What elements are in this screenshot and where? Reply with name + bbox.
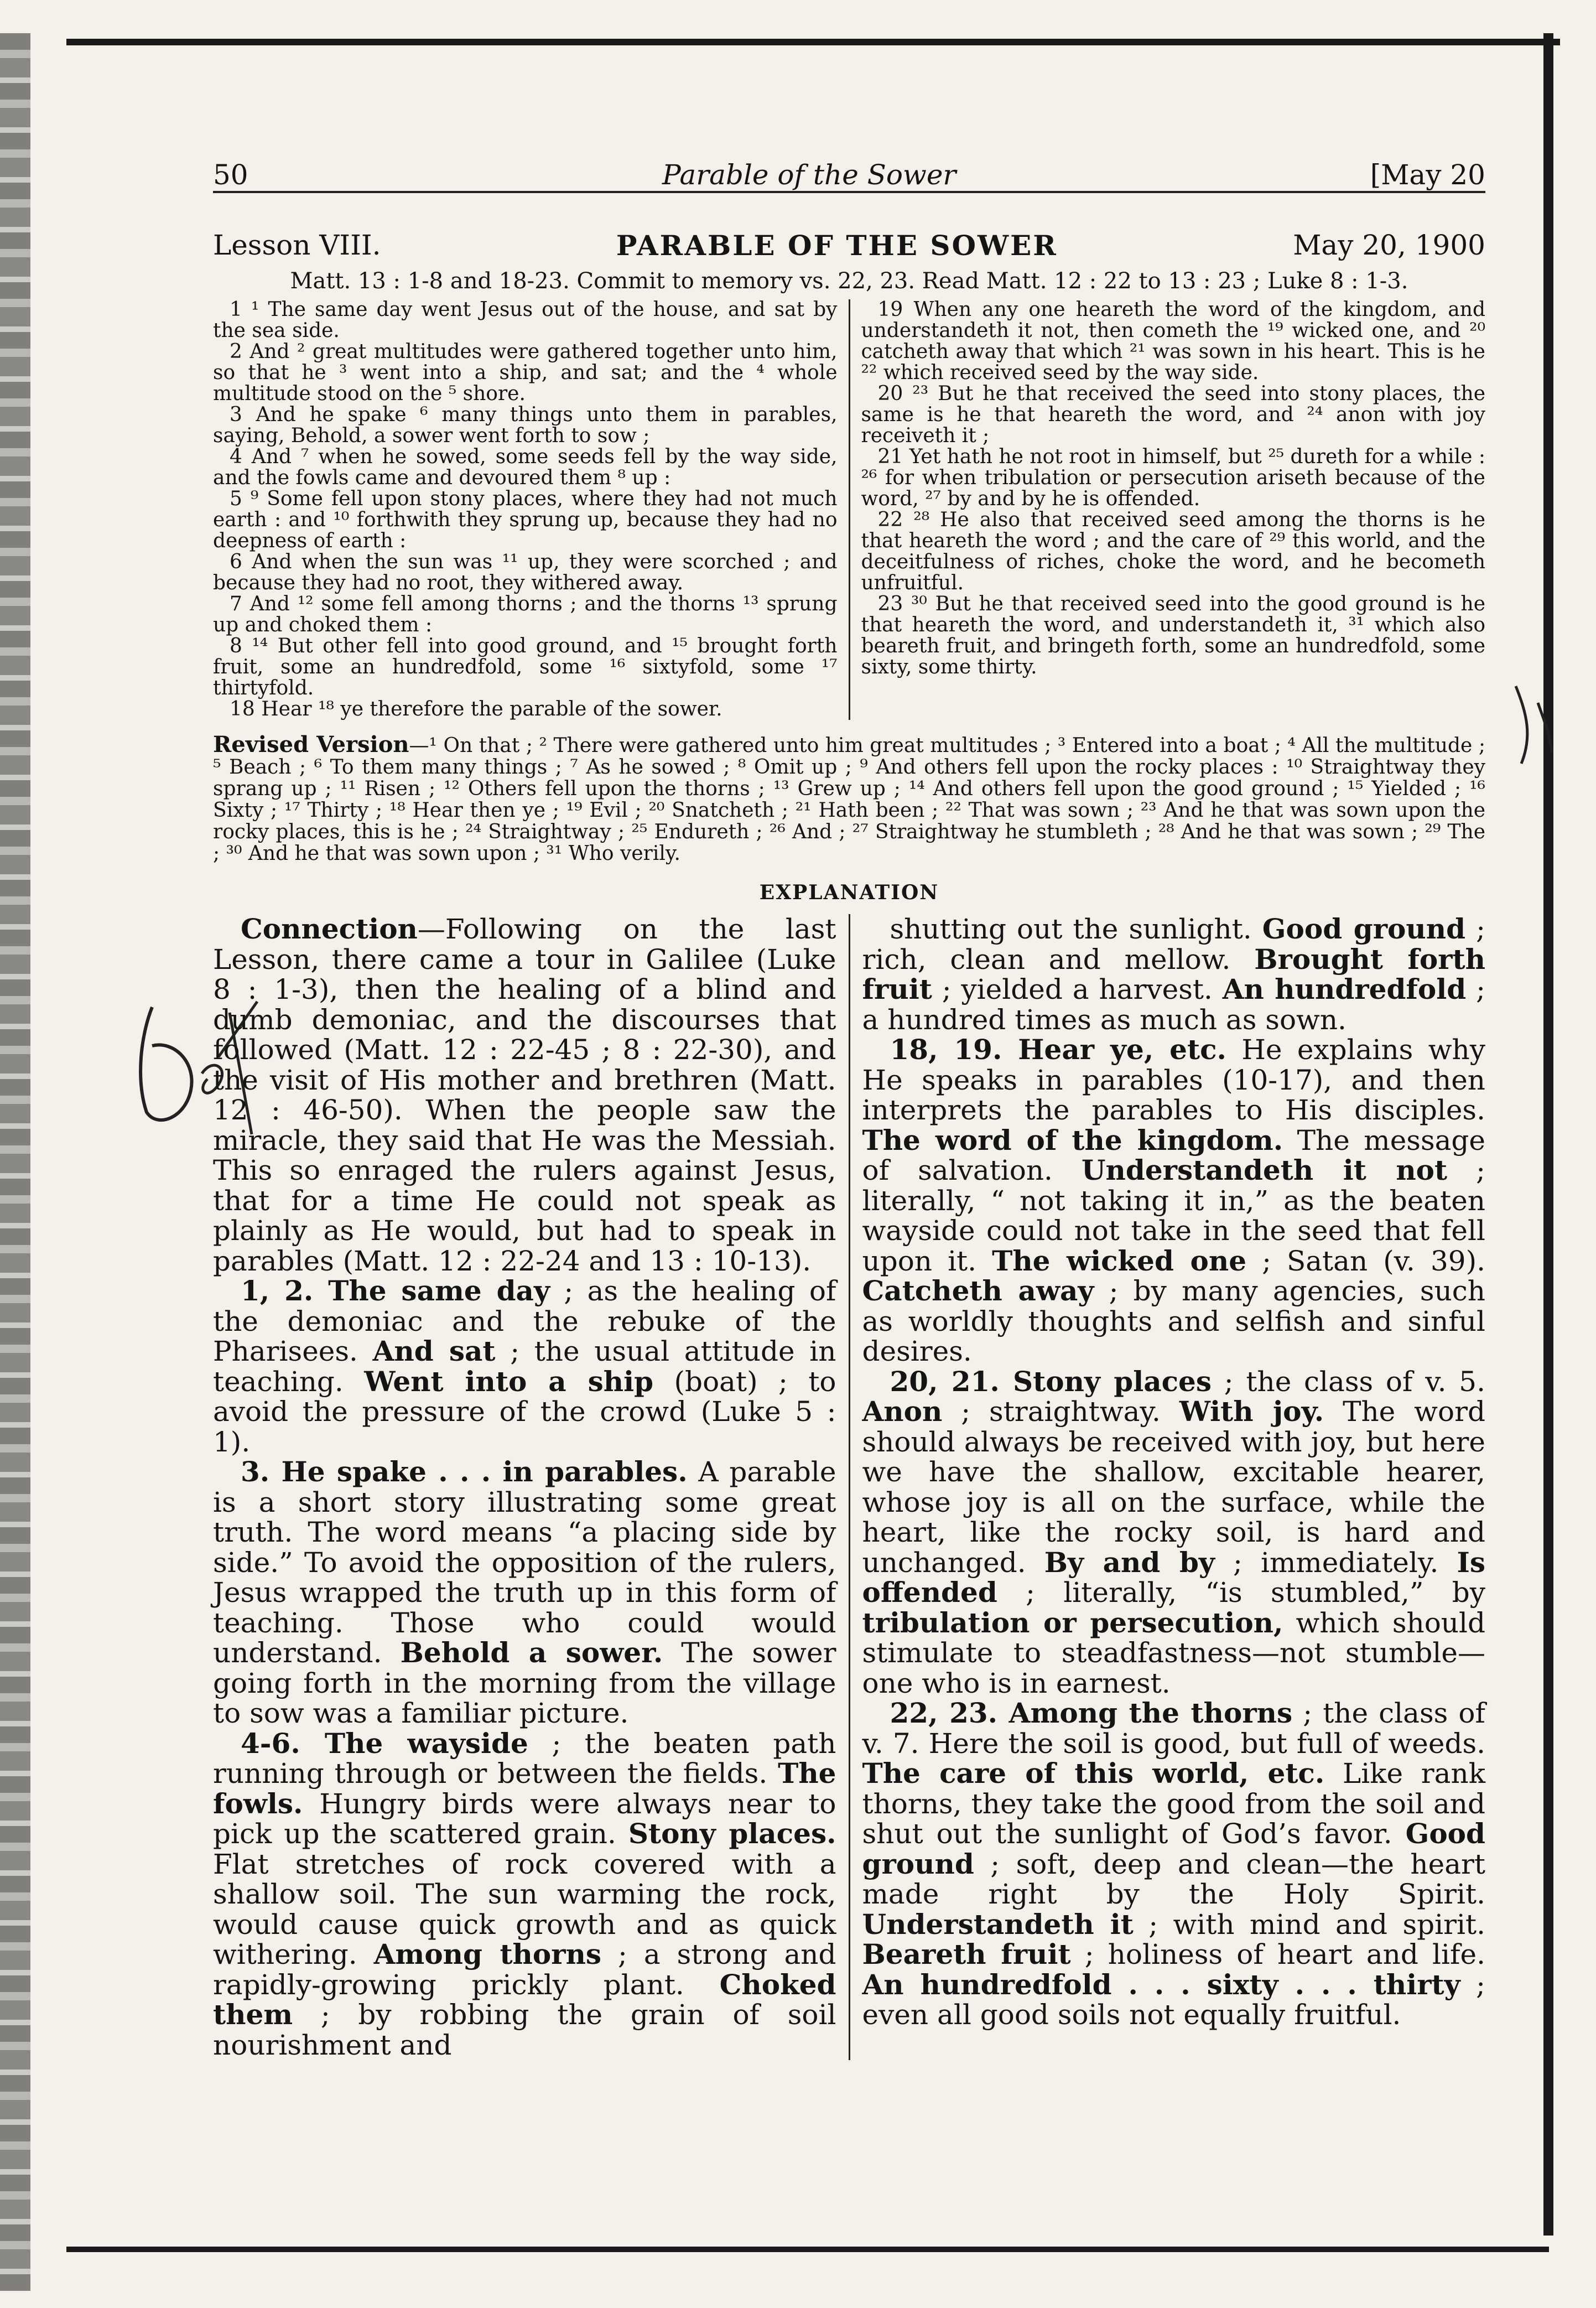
explanation-term: Beareth fruit (862, 1938, 1071, 1970)
scripture-text (213, 299, 1485, 720)
explanation-text: Like rank thorns, they take the good from the soil and shut out the sunlight of God’s favor. (862, 1757, 1485, 1850)
explanation-text: ; a hundred times as much as sown. (862, 973, 1485, 1036)
explanation-term: 22, 23. Among the thorns (890, 1697, 1293, 1729)
explanation-term: Good ground (862, 1817, 1485, 1880)
explanation-term: 3. He spake . . . in parables. (241, 1455, 688, 1488)
verse: 18 Hear ¹⁸ ye therefore the parable of the sower. (230, 698, 722, 720)
lesson-heading (213, 229, 1485, 262)
explanation-paragraph (862, 1698, 1486, 2030)
explanation-term: The care of this world, etc. (862, 1757, 1325, 1790)
explanation-term: Among thorns (373, 1938, 602, 1970)
verse: 21 Yet hath he not root in himself, but ²⁵ dureth for a while : ²⁶ for when tribulation or persecution ariseth because of the word, ²⁷ by and by he is offended. (861, 445, 1485, 510)
explanation-text: ; holiness of heart and life. (1070, 1938, 1485, 1970)
explanation-text: The word should always be received with joy, but here we have the shallow, excitable hearer, whose joy is all on the surface, while the heart, like the rocky soil, is hard and unchanged. (862, 1396, 1485, 1579)
explanation-paragraph (862, 1367, 1486, 1699)
explanation-paragraph (213, 1726, 836, 2061)
explanation-text: ; by many agencies, such as worldly thoughts and selfish and sinful desires. (862, 1275, 1485, 1367)
explanation-text: ; literally, “is stumbled,” by (997, 1576, 1485, 1609)
explanation-term: Understandeth it not (1081, 1154, 1448, 1186)
lesson-number: Lesson VIII. (213, 229, 381, 261)
explanation-term: Behold a sower. (400, 1636, 663, 1669)
verse: 2 And ² great multitudes were gathered together unto him, so that he ³ went into a ship, and sat; and the ⁴ whole multitude stood on the ⁵ shore. (213, 340, 838, 405)
explanation-term: An hundredfold (1222, 973, 1467, 1005)
scripture-column-right (850, 299, 1486, 720)
explanation-term: 18, 19. Hear ye, etc. (890, 1033, 1226, 1066)
explanation-text: ; immediately. (1214, 1546, 1457, 1579)
verse: 3 And he spake ⁶ many things unto them in parables, saying, Behold, a sower went forth to sow ; (213, 403, 838, 447)
scan-border-bottom (66, 2247, 1549, 2252)
explanation-term: Connection (241, 912, 418, 945)
running-header (213, 141, 1485, 193)
explanation-paragraph (862, 1035, 1486, 1367)
verse: 23 ³⁰ But he that received seed into the good ground is he that heareth the word, and understandeth it, ³¹ which also beareth fruit, and bringeth forth, some an hundredfold, some sixty, some thirty. (861, 593, 1485, 678)
explanation-term: And sat (372, 1335, 496, 1367)
explanation-term: Stony places. (628, 1817, 836, 1850)
verse: 19 When any one heareth the word of the kingdom, and understandeth it not, then cometh the ¹⁹ wicked one, and ²⁰ catcheth away that which ²¹ was sown in his heart. This is he ²² which received seed by the way side. (861, 298, 1485, 384)
explanation-paragraph (213, 1457, 836, 1729)
explanation-text: ; rich, clean and mellow. (862, 913, 1486, 976)
explanation-text: which should stimulate to steadfastness—not stumble—one who is in earnest. (862, 1606, 1485, 1699)
explanation-text: ; straightway. (942, 1396, 1179, 1428)
scripture-references: Matt. 13 : 1-8 and 18-23. Commit to memory vs. 22, 23. Read Matt. 12 : 22 to 13 : 23 ; Luke 8 : 1-3. (290, 268, 1408, 294)
explanation-paragraph (862, 914, 1486, 1035)
explanation-text: The sower going forth in the morning from the village to sow was a familiar picture. (213, 1637, 836, 1729)
explanation-text: ; yielded a harvest. (932, 973, 1223, 1005)
explanation-term: The word of the kingdom. (862, 1123, 1283, 1156)
explanation-term: Brought forth fruit (862, 942, 1485, 1005)
verse: 5 ⁹ Some fell upon stony places, where they had not much earth : and ¹⁰ forthwith they sprung up, because they had no deepness of earth : (213, 487, 838, 552)
explanation-column-right (850, 914, 1486, 2060)
handwritten-margin-mark-right (1505, 681, 1555, 769)
scripture-column-left (213, 299, 850, 720)
explanation-term: tribulation or persecution, (862, 1606, 1283, 1639)
explanation-text: ; the usual attitude in teaching. (213, 1335, 836, 1398)
explanation-term: Anon (862, 1395, 943, 1428)
running-title: Parable of the Sower (662, 159, 956, 191)
explanation-text: —Following on the last Lesson, there came a tour in Galilee (Luke 8 : 1-3), then the healing of a blind and dumb demoniac, and the discourses that followed (Matt. 12 : 22-45 ; 8 : 22-30), and the visit of His mother and brethren (Matt. 12 : 46-50). When the people saw the miracle, they said that He was the Messiah. This so enraged the rulers against Jesus, that for a time He could not speak as plainly as He would, but had to speak in parables (Matt. 12 : 22-24 and 13 : 10-13). (213, 913, 836, 1277)
revised-version-notes (213, 734, 1485, 864)
explanation-term: 1, 2. The same day (241, 1274, 550, 1307)
explanation-term: With joy. (1179, 1395, 1324, 1428)
explanation-text: ; the class of v. 7. Here the soil is good, but full of weeds. (862, 1697, 1485, 1760)
verse: 22 ²⁸ He also that received seed among the thorns is he that heareth the word ; and the care of ²⁹ this world, and the deceitfulness of riches, choke the word, and he becometh unfruitful. (861, 509, 1485, 594)
explanation-text: ; Satan (v. 39). (1246, 1244, 1485, 1277)
revised-version-text: —¹ On that ; ² There were gathered unto him great multitudes ; ³ Entered into a boat ; ⁴ All the multitude ; ⁵ Beach ; ⁶ To them many things ; ⁷ As he sowed ; ⁸ Omit up ; ⁹ And others fell upon the rocky places : ¹⁰ Straightway they sprang up ; ¹¹ Risen ; ¹² Others fell upon the thorns ; ¹³ Grew up ; ¹⁴ And others fell upon the good ground ; ¹⁵ Yielded ; ¹⁶ Sixty ; ¹⁷ Thirty ; ¹⁸ Hear then ye ; ¹⁹ Evil ; ²⁰ Snatcheth ; ²¹ Hath been ; ²² That was sown ; ²³ And he that was sown upon the rocky places, this is he ; ²⁴ Straightway ; ²⁵ Endureth ; ²⁶ And ; ²⁷ Straightway he stumbleth ; ²⁸ And he that was sown ; ²⁹ The ; ³⁰ And he that was sown upon ; ³¹ Who verily. (213, 734, 1485, 865)
explanation-text: ; by robbing the grain of soil nourishment and (213, 1999, 836, 2061)
verse: 8 ¹⁴ But other fell into good ground, and ¹⁵ brought forth fruit, some an hundredfold, some ¹⁶ sixtyfold, some ¹⁷ thirtyfold. (213, 635, 838, 699)
verse: 7 And ¹² some fell among thorns ; and the thorns ¹³ sprung up and choked them : (213, 593, 838, 636)
verse: 20 ²³ But he that received the seed into stony places, the same is he that heareth the word, and ²⁴ anon with joy receiveth it ; (861, 382, 1485, 447)
explanation-term: 4-6. The wayside (241, 1726, 528, 1760)
lesson-date: May 20, 1900 (1293, 229, 1485, 261)
explanation-term: The fowls. (213, 1757, 836, 1820)
explanation-text: A parable is a short story illustrating some great truth. The word means “a placing side by side.” To avoid the opposition of the rulers, Jesus wrapped the truth up in this form of teaching. Those who could would understand. (213, 1456, 836, 1669)
explanation-term: 20, 21. Stony places (890, 1365, 1212, 1398)
explanation-term: Choked them (213, 1968, 836, 2031)
page-number: 50 (213, 159, 248, 191)
explanation-term: An hundredfold . . . sixty . . . thirty (862, 1968, 1460, 2001)
running-date: [May 20 (1370, 159, 1485, 191)
explanation-term: Understandeth it (862, 1907, 1134, 1941)
explanation-text: ; the class of v. 5. (1212, 1365, 1485, 1398)
verse: 4 And ⁷ when he sowed, some seeds fell by the way side, and the fowls came and devoured them ⁸ up : (213, 445, 838, 489)
explanation-text: Hungry birds were always near to pick up the scattered grain. (213, 1787, 836, 1850)
explanation-text: ; a strong and rapidly-growing prickly plant. (213, 1938, 836, 2001)
explanation-text: ; literally, “ not taking it in,” as the beaten wayside could not take in the seed that fell upon it. (862, 1154, 1485, 1277)
explanation-text: ; even all good soils not equally fruitful. (862, 1968, 1485, 2031)
explanation-term: Good ground (1262, 912, 1466, 945)
explanation-text: The message of salvation. (862, 1124, 1486, 1186)
explanation-text: ; as the healing of the demoniac and the rebuke of the Pharisees. (213, 1275, 836, 1367)
revised-version-label: Revised Version (213, 732, 409, 758)
explanation-text: ; with mind and spirit. (1133, 1908, 1485, 1941)
explanation-text: He explains why He speaks in parables (10-17), and then interprets the parables to His disciples. (862, 1034, 1485, 1126)
explanation-text: ; soft, deep and clean—the heart made right by the Holy Spirit. (862, 1848, 1485, 1910)
scan-border-top (66, 39, 1560, 45)
explanation-paragraph (213, 914, 836, 1276)
lesson-title: PARABLE OF THE SOWER (616, 229, 1058, 262)
explanation (213, 914, 1485, 2060)
explanation-text: ; the beaten path running through or between the fields. (213, 1727, 836, 1790)
explanation-term: Is offended (862, 1545, 1486, 1609)
explanation-term: By and by (1044, 1545, 1215, 1579)
explanation-paragraph (213, 1276, 836, 1457)
explanation-term: The wicked one (992, 1244, 1247, 1277)
page (213, 141, 1485, 2060)
explanation-text: (boat) ; to avoid the pressure of the crowd (Luke 5 : 1). (213, 1365, 836, 1458)
verse: 1 ¹ The same day went Jesus out of the house, and sat by the sea side. (213, 298, 838, 342)
explanation-column-left (213, 914, 850, 2060)
scan-binding-edge (0, 33, 30, 2291)
explanation-text: Flat stretches of rock covered with a shallow soil. The sun warming the rock, would cause quick growth and as quick withering. (213, 1848, 836, 1970)
scan-border-right (1543, 33, 1553, 2236)
explanation-term: Catcheth away (862, 1274, 1094, 1307)
explanation-heading: EXPLANATION (759, 881, 939, 904)
verse: 6 And when the sun was ¹¹ up, they were scorched ; and because they had no root, they withered away. (213, 551, 838, 594)
explanation-text: shutting out the sunlight. (890, 913, 1262, 945)
explanation-term: Went into a ship (364, 1365, 654, 1398)
